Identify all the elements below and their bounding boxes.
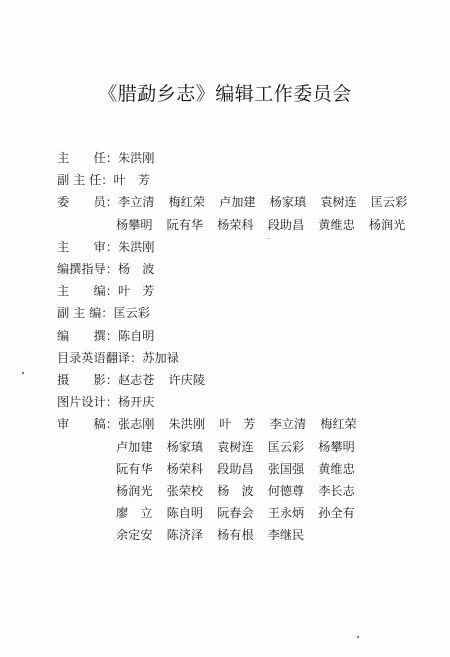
person-name: 孙全有	[318, 506, 355, 521]
person-name: 匡云彩	[267, 439, 305, 454]
person-name: 杨 波	[117, 262, 155, 277]
row-members	[57, 191, 442, 213]
row-label: 审 稿：	[57, 417, 118, 432]
row-members-cont	[57, 214, 442, 236]
name-list	[116, 436, 442, 458]
person-name: 张国强	[267, 461, 305, 476]
person-name: 叶 芳	[219, 417, 256, 432]
person-name: 杨开庆	[117, 395, 155, 410]
row-reviewers-cont	[57, 480, 442, 502]
row-reviewers-cont	[57, 524, 442, 546]
row-label: 副 主 任：	[57, 173, 114, 188]
person-name: 李立清	[269, 417, 307, 432]
person-name: 余定安	[116, 528, 153, 543]
name-list	[118, 325, 442, 347]
name-list	[118, 413, 442, 435]
person-name: 朱洪刚	[117, 151, 155, 165]
person-name: 廖 立	[116, 506, 153, 521]
row-compilation-advisor	[57, 258, 442, 280]
person-name: 朱洪刚	[117, 239, 155, 254]
committee-list	[57, 147, 442, 547]
row-label: 副 主 编：	[57, 306, 114, 321]
person-name: 梅红荣	[168, 195, 206, 210]
row-label: 编 撰：	[57, 328, 118, 343]
name-list	[118, 280, 442, 302]
row-chief-reviewer	[57, 236, 442, 258]
row-reviewers-cont	[57, 436, 442, 458]
person-name: 杨家瑱	[269, 195, 307, 210]
person-name: 梅红荣	[320, 417, 357, 432]
person-name: 阮有华	[116, 461, 153, 476]
person-name: 杨家瑱	[166, 439, 204, 454]
person-name: 杨荣科	[166, 461, 204, 476]
name-list	[142, 347, 442, 369]
name-list	[118, 258, 442, 280]
row-label: 主 任：	[57, 151, 118, 165]
person-name: 黄维忠	[318, 217, 355, 232]
name-list	[118, 147, 442, 169]
person-name: 杨有根	[217, 528, 254, 543]
row-reviewers	[57, 413, 442, 435]
person-name: 陈自明	[166, 506, 204, 521]
row-label: 主 审：	[57, 239, 118, 254]
name-list	[116, 480, 442, 502]
person-name: 杨 波	[217, 484, 254, 499]
person-name: 阮春会	[217, 506, 254, 521]
person-name: 陈自明	[117, 328, 155, 343]
name-list	[114, 302, 443, 324]
row-label: 委 员：	[57, 195, 118, 210]
person-name: 杨攀明	[116, 217, 153, 232]
person-name: 杨荣科	[217, 217, 254, 232]
row-image-design	[57, 391, 442, 413]
person-name: 黄维忠	[318, 461, 355, 476]
person-name: 王永炳	[267, 506, 305, 521]
row-reviewers-cont	[57, 502, 442, 524]
person-name: 匡云彩	[113, 306, 151, 321]
scan-speck	[268, 238, 269, 239]
person-name: 卢加建	[219, 195, 256, 210]
scan-speck	[22, 372, 24, 374]
name-list	[116, 214, 442, 236]
row-reviewers-cont	[57, 458, 442, 480]
name-list	[116, 458, 442, 480]
row-compiler	[57, 325, 442, 347]
name-list	[114, 169, 443, 191]
row-deputy-editor	[57, 302, 442, 324]
row-director	[57, 147, 442, 169]
row-label: 摄 影：	[57, 373, 118, 388]
row-label: 编撰指导：	[57, 262, 118, 277]
person-name: 叶 芳	[113, 173, 151, 188]
person-name: 陈济泽	[166, 528, 204, 543]
person-name: 何德尊	[267, 484, 305, 499]
row-label: 主 编：	[57, 284, 118, 299]
person-name: 卢加建	[116, 439, 153, 454]
person-name: 李长志	[318, 484, 355, 499]
person-name: 苏加禄	[142, 350, 179, 365]
person-name: 杨润光	[368, 217, 406, 232]
row-label: 图片设计：	[57, 395, 118, 410]
person-name: 杨攀明	[318, 439, 355, 454]
person-name: 许庆陵	[168, 373, 206, 388]
row-chief-editor	[57, 280, 442, 302]
row-deputy-director	[57, 169, 442, 191]
name-list	[118, 191, 442, 213]
name-list	[118, 391, 442, 413]
person-name: 朱洪刚	[168, 417, 206, 432]
person-name: 李立清	[117, 195, 155, 210]
row-photography	[57, 369, 442, 391]
person-name: 张荣校	[166, 484, 204, 499]
name-list	[118, 236, 442, 258]
name-list	[116, 502, 442, 524]
person-name: 匡云彩	[370, 195, 408, 210]
row-label: 目录英语翻译：	[57, 350, 143, 365]
person-name: 袁树连	[217, 439, 254, 454]
person-name: 段助昌	[267, 217, 305, 232]
person-name: 阮有华	[166, 217, 204, 232]
person-name: 杨润光	[116, 484, 153, 499]
page-title: 《腊勐乡志》编辑工作委员会	[98, 83, 352, 105]
person-name: 叶 芳	[117, 284, 155, 299]
person-name: 李继民	[267, 528, 305, 543]
name-list	[118, 369, 442, 391]
person-name: 赵志苍	[117, 373, 155, 388]
name-list	[116, 524, 442, 546]
person-name: 袁树连	[320, 195, 357, 210]
row-toc-translator	[57, 347, 442, 369]
scan-speck	[357, 636, 359, 638]
person-name: 段助昌	[217, 461, 254, 476]
person-name: 张志刚	[117, 417, 155, 432]
